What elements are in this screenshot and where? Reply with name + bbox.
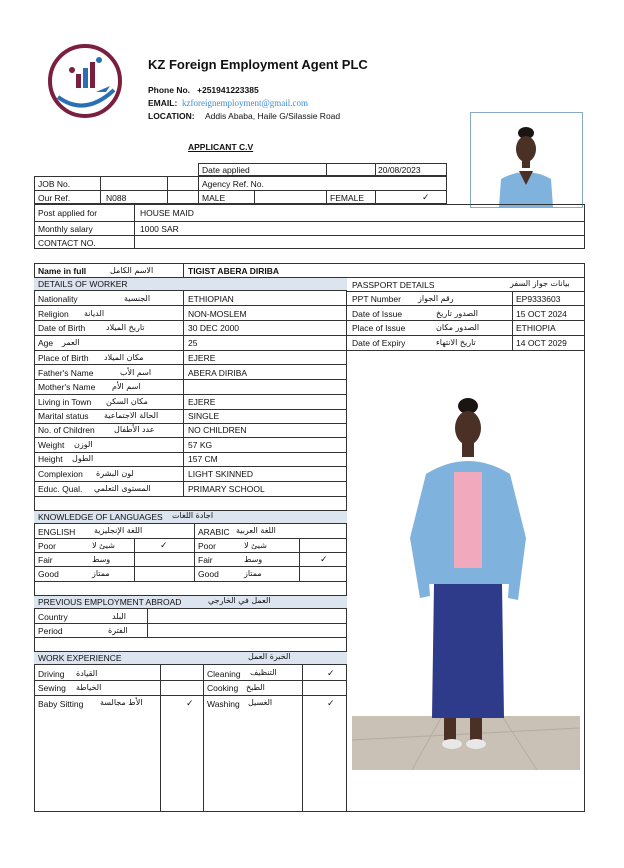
our-ref-label: Our Ref. xyxy=(38,193,71,203)
detail-label-ar: عدد الأطفال xyxy=(114,425,155,434)
arabic-label-ar: اللغة العربية xyxy=(236,526,276,535)
detail-label-ar: الجنسية xyxy=(124,294,151,303)
skill-label: Washing xyxy=(207,699,240,709)
detail-value: 25 xyxy=(188,338,198,348)
salary-value: 1000 SAR xyxy=(140,224,179,234)
period-label: Period xyxy=(38,626,63,636)
location-value: Addis Ababa, Haile G/Silassie Road xyxy=(205,111,341,121)
detail-label: Mother's Name xyxy=(38,382,96,392)
detail-label-ar: اسم الأم xyxy=(112,382,141,391)
passport-header-ar: بيانات جواز السفر xyxy=(510,279,570,288)
detail-value: EJERE xyxy=(188,353,216,363)
level-label: Poor xyxy=(198,541,216,551)
applicant-photo-full xyxy=(352,388,580,770)
detail-label: Height xyxy=(38,454,63,464)
passport-label: PPT Number xyxy=(352,294,401,304)
level-label: Good xyxy=(198,569,219,579)
female-checkmark: ✓ xyxy=(422,192,430,202)
detail-label: Age xyxy=(38,338,54,348)
level-label-ar: ممتاز xyxy=(92,569,110,578)
level-label-ar: شيئ لا xyxy=(244,541,267,550)
salary-label: Monthly salary xyxy=(38,224,93,234)
detail-label: Weight xyxy=(38,440,65,450)
detail-value: EJERE xyxy=(188,397,216,407)
level-label: Fair xyxy=(38,555,53,565)
detail-label: Educ. Qual. xyxy=(38,484,83,494)
detail-label-ar: الديانة xyxy=(84,309,105,318)
detail-value: ETHIOPIAN xyxy=(188,294,234,304)
detail-label-ar: لون البشرة xyxy=(96,469,134,478)
detail-value: NON-MOSLEM xyxy=(188,309,247,319)
skill-label-ar: القيادة xyxy=(76,669,98,678)
country-label-ar: البلد xyxy=(112,612,126,621)
passport-label-ar: الصدور تاريخ xyxy=(436,309,478,318)
agency-ref-label: Agency Ref. No. xyxy=(202,179,264,189)
passport-label: Date of Issue xyxy=(352,309,403,319)
detail-label: Living in Town xyxy=(38,397,92,407)
detail-label: Religion xyxy=(38,309,69,319)
detail-value: NO CHILDREN xyxy=(188,425,247,435)
name-value: TIGIST ABERA DIRIBA xyxy=(188,266,279,276)
post-label: Post applied for xyxy=(38,208,98,218)
passport-value: 14 OCT 2029 xyxy=(516,338,567,348)
location-label: LOCATION: xyxy=(148,111,195,121)
email-link[interactable]: kzforeignemployment@gmail.com xyxy=(182,98,309,108)
detail-label-ar: مكان السكن xyxy=(106,397,148,406)
email-label: EMAIL: xyxy=(148,98,178,108)
detail-label: Nationality xyxy=(38,294,78,304)
detail-value: 30 DEC 2000 xyxy=(188,323,240,333)
skill-label: Cooking xyxy=(207,683,239,693)
arabic-fair-check: ✓ xyxy=(320,554,328,564)
our-ref-value: N088 xyxy=(106,193,127,203)
languages-header-ar: اجادة اللغات xyxy=(172,511,214,520)
male-label: MALE xyxy=(202,193,226,203)
detail-label-ar: مكان الميلاد xyxy=(104,353,144,362)
detail-label: Father's Name xyxy=(38,368,94,378)
passport-label-ar: الصدور مكان xyxy=(436,323,480,332)
level-label-ar: شيئ لا xyxy=(92,541,115,550)
passport-value: 15 OCT 2024 xyxy=(516,309,567,319)
post-value: HOUSE MAID xyxy=(140,208,194,218)
detail-label-ar: تاريخ الميلاد xyxy=(106,323,145,332)
languages-header-label: KNOWLEDGE OF LANGUAGES xyxy=(38,512,163,522)
english-poor-check: ✓ xyxy=(160,540,168,550)
passport-value: ETHIOPIA xyxy=(516,323,556,333)
skill-label: Cleaning xyxy=(207,669,241,679)
skill-label-ar: الغسيل xyxy=(248,698,273,707)
level-label: Poor xyxy=(38,541,56,551)
level-label-ar: ممتاز xyxy=(244,569,262,578)
cleaning-check: ✓ xyxy=(327,668,335,678)
detail-label: Date of Birth xyxy=(38,323,86,333)
detail-label: Place of Birth xyxy=(38,353,89,363)
name-label: Name in full xyxy=(38,266,87,276)
washing-check: ✓ xyxy=(327,698,335,708)
skill-label: Sewing xyxy=(38,683,66,693)
detail-value: 157 CM xyxy=(188,454,218,464)
passport-header: PASSPORT DETAILS xyxy=(352,280,435,290)
details-header-label: DETAILS OF WORKER xyxy=(38,279,128,289)
name-label-ar: الاسم الكامل xyxy=(110,266,154,275)
detail-label-ar: الطول xyxy=(72,454,94,463)
level-label-ar: وسط xyxy=(244,555,263,564)
period-label-ar: الفترة xyxy=(108,626,128,635)
detail-label-ar: العمر xyxy=(62,338,80,347)
passport-value: EP9333603 xyxy=(516,294,561,304)
company-name: KZ Foreign Employment Agent PLC xyxy=(148,57,368,72)
applicant-photo-small xyxy=(470,112,583,208)
detail-label: No. of Children xyxy=(38,425,95,435)
job-no-label: JOB No. xyxy=(38,179,71,189)
contact-label: CONTACT NO. xyxy=(38,238,96,248)
detail-label: Complexion xyxy=(38,469,83,479)
company-logo xyxy=(44,42,126,120)
detail-value: LIGHT SKINNED xyxy=(188,469,254,479)
previous-header-label: PREVIOUS EMPLOYMENT ABROAD xyxy=(38,597,182,607)
passport-label-ar: رقم الجواز xyxy=(418,294,454,303)
skill-label-ar: الطبخ xyxy=(246,683,265,692)
skill-label: Driving xyxy=(38,669,65,679)
baby-sitting-check: ✓ xyxy=(186,698,194,708)
phone-label: Phone No. xyxy=(148,85,191,95)
previous-header-ar: العمل في الخارجي xyxy=(208,596,271,605)
country-label: Country xyxy=(38,612,68,622)
cv-title: APPLICANT C.V xyxy=(188,142,254,152)
detail-label-ar: الوزن xyxy=(74,440,93,449)
detail-value: PRIMARY SCHOOL xyxy=(188,484,265,494)
skill-label-ar: الأط مجالسة xyxy=(100,698,143,707)
detail-label-ar: اسم الأب xyxy=(120,368,152,377)
detail-value: ABERA DIRIBA xyxy=(188,368,248,378)
arabic-label: ARABIC xyxy=(198,527,230,537)
work-header-ar: الخبرة العمل xyxy=(248,652,291,661)
english-label-ar: اللغة الإنجليزية xyxy=(94,526,143,535)
detail-value: SINGLE xyxy=(188,411,220,421)
skill-label: Baby Sitting xyxy=(38,699,84,709)
detail-label-ar: المستوى التعلمي xyxy=(94,484,151,493)
date-applied-label: Date applied xyxy=(202,165,250,175)
skill-label-ar: الخياطة xyxy=(76,683,102,692)
passport-label: Place of Issue xyxy=(352,323,406,333)
female-label: FEMALE xyxy=(330,193,365,203)
phone-value: +251941223385 xyxy=(197,85,259,95)
detail-value: 57 KG xyxy=(188,440,213,450)
level-label: Fair xyxy=(198,555,213,565)
detail-label-ar: الحالة الاجتماعية xyxy=(104,411,159,420)
passport-label-ar: تاريخ الانتهاء xyxy=(436,338,476,347)
detail-label: Marital status xyxy=(38,411,89,421)
level-label: Good xyxy=(38,569,59,579)
english-label: ENGLISH xyxy=(38,527,76,537)
work-header-label: WORK EXPERIENCE xyxy=(38,653,122,663)
passport-label: Date of Expiry xyxy=(352,338,406,348)
date-applied-value: 20/08/2023 xyxy=(378,165,421,175)
skill-label-ar: التنظيف xyxy=(250,668,277,677)
post-block xyxy=(34,204,585,249)
level-label-ar: وسط xyxy=(92,555,111,564)
